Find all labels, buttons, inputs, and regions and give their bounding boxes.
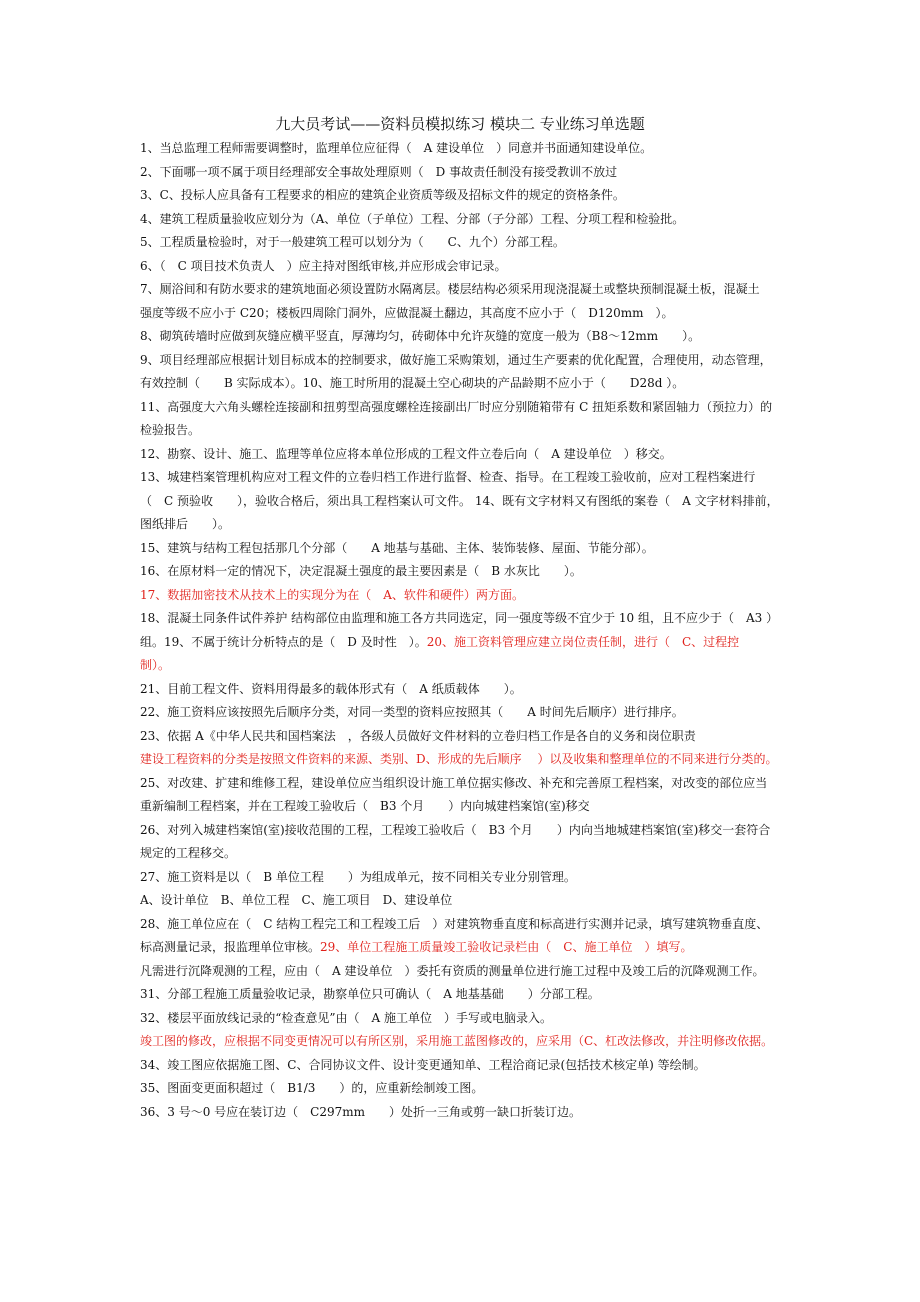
text-line — [140, 419, 790, 443]
line-text: 7、厕浴间和有防水要求的建筑地面必须设置防水隔离层。楼层结构必须采用现浇混凝土或整块预制混凝土板，混凝土 — [140, 282, 760, 296]
line-text: 标高测量记录，报监理单位审核。 — [140, 940, 321, 954]
text-line — [140, 913, 790, 937]
line-text: 1、当总监理工程师需要调整时，监理单位应征得（ A 建设单位 ）同意并书面通知建设单位。 — [140, 141, 653, 155]
text-line — [140, 631, 790, 655]
line-text: 3、C、投标人应具备有工程要求的相应的建筑企业资质等级及招标文件的规定的资格条件。 — [140, 188, 625, 202]
text-line — [140, 866, 790, 890]
line-text: 25、对改建、扩建和维修工程，建设单位应当组织设计施工单位据实修改、补充和完善原工程档案，对改变的部位应当 — [140, 775, 768, 790]
text-line — [140, 701, 790, 725]
line-text: 31、分部工程施工质量验收记录，勘察单位只可确认（ A 地基基础 ）分部工程。 — [140, 987, 600, 1001]
line-text: 5、工程质量检验时，对于一般建筑工程可以划分为（ C、九个）分部工程。 — [140, 235, 565, 249]
text-line — [140, 302, 790, 326]
text-line — [140, 184, 790, 208]
line-text: 强度等级不应小于 C20；楼板四周除门洞外，应做混凝土翻边，其高度不应小于（ D120mm ）。 — [140, 305, 674, 320]
line-text: 28、施工单位应在（ C 结构工程完工和工程竣工后 ）对建筑物垂直度和标高进行实测并记录，填写建筑物垂直度、 — [140, 916, 769, 931]
text-line — [140, 466, 790, 490]
line-text: 组。19、不属于统计分析特点的是（ D 及时性 ）。 — [140, 634, 427, 649]
line-text: 11、高强度大六角头螺栓连接副和扭剪型高强度螺栓连接副出厂时应分别随箱带有 C 扭矩系数和紧固轴力（预拉力）的 — [140, 399, 773, 414]
line-text: A、设计单位 B、单位工程 C、施工项目 D、建设单位 — [140, 893, 453, 907]
text-line — [140, 772, 790, 796]
text-line — [140, 490, 790, 514]
line-text: 12、勘察、设计、施工、监理等单位应将本单位形成的工程文件立卷后向（ A 建设单位 ）移交。 — [140, 446, 672, 461]
line-text: 重新编制工程档案，并在工程竣工验收后（ B3 个月 ）内向城建档案馆(室)移交 — [140, 799, 590, 813]
text-line — [140, 1054, 790, 1078]
line-text: 23、依据 A《中华人民共和国档案法 ，各级人员做好文件材料的立卷归档工作是各自的义务和岗位职责 — [140, 728, 696, 743]
line-text: 27、施工资料是以（ B 单位工程 ）为组成单元，按不同相关专业分别管理。 — [140, 869, 576, 884]
text-line — [140, 137, 790, 161]
line-text: 18、混凝土同条件试件养护 结构部位由监理和施工各方共同选定，同一强度等级不宜少于 10 组，且不应少于（ A3 ） — [140, 611, 779, 625]
line-text: 制）。 — [140, 658, 171, 672]
text-line — [140, 349, 790, 373]
line-text: 26、对列入城建档案馆(室)接收范围的工程，工程竣工验收后（ B3 个月 ）内向当地城建档案馆(室)移交一套符合 — [140, 822, 771, 837]
line-text: 36、3 号～0 号应在装订边（ C297mm ）处折一三角或剪一缺口折装订边。 — [140, 1104, 582, 1119]
line-text: 2、下面哪一项不属于项目经理部安全事故处理原则（ D 事故责任制没有接受教训不放过 — [140, 164, 618, 179]
text-line — [140, 819, 790, 843]
line-text: 图纸排后 ）。 — [140, 517, 231, 531]
line-text: 8、砌筑砖墙时应做到灰缝应横平竖直，厚薄均匀，砖砌体中允许灰缝的宽度一般为（B8～12mm ）。 — [140, 329, 701, 343]
text-line — [140, 231, 790, 255]
text-line — [140, 208, 790, 232]
text-line — [140, 936, 790, 960]
line-text: 13、城建档案管理机构应对工程文件的立卷归档工作进行监督、检查、指导。在工程竣工验收前，应对工程档案进行 — [140, 470, 756, 484]
line-text: 规定的工程移交。 — [140, 846, 237, 860]
line-text: 9、项目经理部应根据计划目标成本的控制要求，做好施工采购策划，通过生产要素的优化配置，合理使用，动态管理， — [140, 352, 772, 367]
text-line — [140, 983, 790, 1007]
text-line — [140, 372, 790, 396]
text-line — [140, 748, 790, 772]
line-text: 17、数据加密技术从技术上的实现分为在（ A、软件和硬件）两方面。 — [140, 587, 524, 602]
text-line — [140, 725, 790, 749]
line-text: 凡需进行沉降观测的工程，应由（ A 建设单位 ）委托有资质的测量单位进行施工过程中及竣工后的沉降观测工作。 — [140, 963, 765, 978]
text-line — [140, 443, 790, 467]
text-line — [140, 560, 790, 584]
text-line — [140, 161, 790, 185]
line-text: 检验报告。 — [140, 423, 201, 437]
line-text: 21、目前工程文件、资料用得最多的载体形式有（ A 纸质载体 ）。 — [140, 681, 522, 696]
text-line — [140, 795, 790, 819]
text-line — [140, 678, 790, 702]
line-text: 16、在原材料一定的情况下，决定混凝土强度的最主要因素是（ B 水灰比 ）。 — [140, 564, 582, 578]
text-line — [140, 255, 790, 279]
text-line — [140, 960, 790, 984]
text-line — [140, 396, 790, 420]
text-line — [140, 537, 790, 561]
line-text: 35、图面变更面积超过（ B1/3 ）的，应重新绘制竣工图。 — [140, 1081, 484, 1095]
line-text: （ C 预验收 ），验收合格后，须出具工程档案认可文件。 14、既有文字材料又有图纸的案卷（ A 文字材料排前， — [140, 493, 779, 508]
text-line — [140, 1101, 790, 1125]
text-line — [140, 584, 790, 608]
line-text: 6、（ C 项目技术负责人 ）应主持对图纸审核,并应形成会审记录。 — [140, 258, 507, 273]
line-text: 有效控制（ B 实际成本）。10、施工时所用的混凝土空心砌块的产品龄期不应小于（ D28d ）。 — [140, 376, 685, 390]
line-text: 建设工程资料的分类是按照文件资料的来源、类别、D、形成的先后顺序 ）以及收集和整理单位的不同来进行分类的。 — [140, 752, 778, 766]
line-text: 15、建筑与结构工程包括那几个分部（ A 地基与基础、主体、装饰装修、屋面、节能分部）。 — [140, 540, 654, 555]
text-line — [140, 325, 790, 349]
text-line — [140, 889, 790, 913]
text-line — [140, 513, 790, 537]
text-line — [140, 1007, 790, 1031]
text-line — [140, 1030, 790, 1054]
line-text: 22、施工资料应该按照先后顺序分类，对同一类型的资料应按照其（ A 时间先后顺序）进行排序。 — [140, 705, 684, 719]
line-text: 34、竣工图应依据施工图、C、合同协议文件、设计变更通知单、工程洽商记录(包括技术核定单) 等绘制。 — [140, 1057, 706, 1072]
text-line — [140, 1077, 790, 1101]
text-line — [140, 607, 790, 631]
text-line — [140, 654, 790, 678]
text-line — [140, 278, 790, 302]
line-text: 32、楼层平面放线记录的“检查意见”由（ A 施工单位 ）手写或电脑录入。 — [140, 1010, 553, 1025]
line-text-highlight: 20、施工资料管理应建立岗位责任制，进行（ C、过程控 — [426, 634, 740, 649]
text-line — [140, 842, 790, 866]
document-title: 九大员考试——资料员模拟练习 模块二 专业练习单选题 — [275, 115, 645, 133]
line-text: 4、建筑工程质量验收应划分为（A、单位（子单位）工程、分部（子分部）工程、分项工程和检验批。 — [140, 211, 685, 226]
line-text-highlight: 29、单位工程施工质量竣工验收记录栏由（ C、施工单位 ）填写。 — [320, 940, 693, 954]
line-text: 竣工图的修改，应根据不同变更情况可以有所区别，采用施工蓝图修改的，应采用（C、杠改法修改，并注明修改依据。 — [140, 1034, 774, 1048]
question-list — [140, 137, 790, 1124]
